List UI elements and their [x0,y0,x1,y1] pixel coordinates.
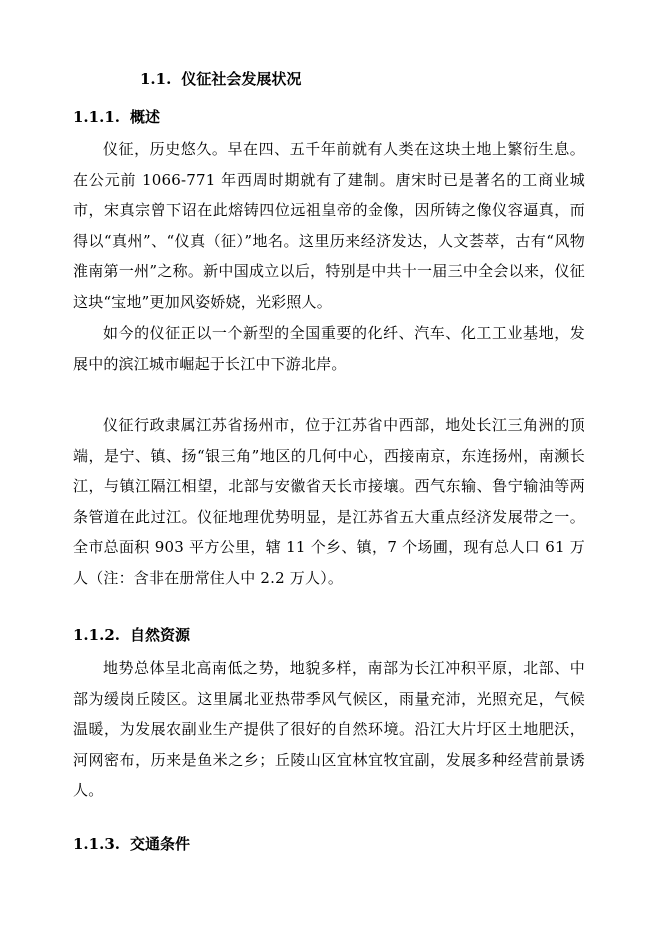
overview-paragraph-3: 仪征行政隶属江苏省扬州市，位于江苏省中西部，地处长江三角洲的顶端，是宁、镇、扬“银三角”地区的几何中心，西接南京，东连扬州，南濒长江，与镇江隔江相望，北部与安徽省天长市接壤。西气东输、鲁宁输油等两条管道在此过江。仪征地理优势明显，是江苏省五大重点经济发展带之一。全市总面积 903 平方公里，辖 11 个乡、镇，7 个场圃，现有总人口 61 万人（注：含非在册常住人中 2.2 万人）。 [73,416,585,587]
subsection-heading-overview [73,106,160,127]
subsection-heading-natural-resources [73,624,190,645]
subsection-number: 1.1.1. [73,108,120,126]
subsection-title: 自然资源 [129,626,190,644]
subsection-number: 1.1.3. [73,835,120,853]
overview-paragraph-2: 如今的仪征正以一个新型的全国重要的化纤、汽车、化工工业基地，发展中的滨江城市崛起于长江中下游北岸。 [73,324,585,373]
subsection-title: 交通条件 [129,835,190,853]
subsection-number: 1.1.2. [73,626,120,644]
section-number: 1.1. [140,70,172,88]
section-title: 仪征社会发展状况 [181,70,302,88]
overview-paragraph-1: 仪征，历史悠久。早在四、五千年前就有人类在这块土地上繁衍生息。在公元前 1066-771 年西周时期就有了建制。唐宋时已是著名的工商业城市，宋真宗曾下诏在此熔铸四位远祖皇帝的金像，因所铸之像仪容逼真，而得以“真州”、“仪真（征）”地名。这里历来经济发达，人文荟萃，古有“风物淮南第一州”之称。新中国成立以后，特别是中共十一届三中全会以来，仪征这块“宝地”更加风姿娇娆，光彩照人。 [73,140,585,311]
subsection-title: 概述 [129,108,160,126]
section-heading [140,68,301,89]
subsection-heading-transportation [73,833,190,854]
natural-resources-paragraph: 地势总体呈北高南低之势，地貌多样，南部为长江冲积平原，北部、中部为缓岗丘陵区。这里属北亚热带季风气候区，雨量充沛，光照充足，气候温暖，为发展农副业生产提供了很好的自然环境。沿江大片圩区土地肥沃，河网密布，历来是鱼米之乡；丘陵山区宜林宜牧宜副，发展多种经营前景诱人。 [73,659,585,799]
